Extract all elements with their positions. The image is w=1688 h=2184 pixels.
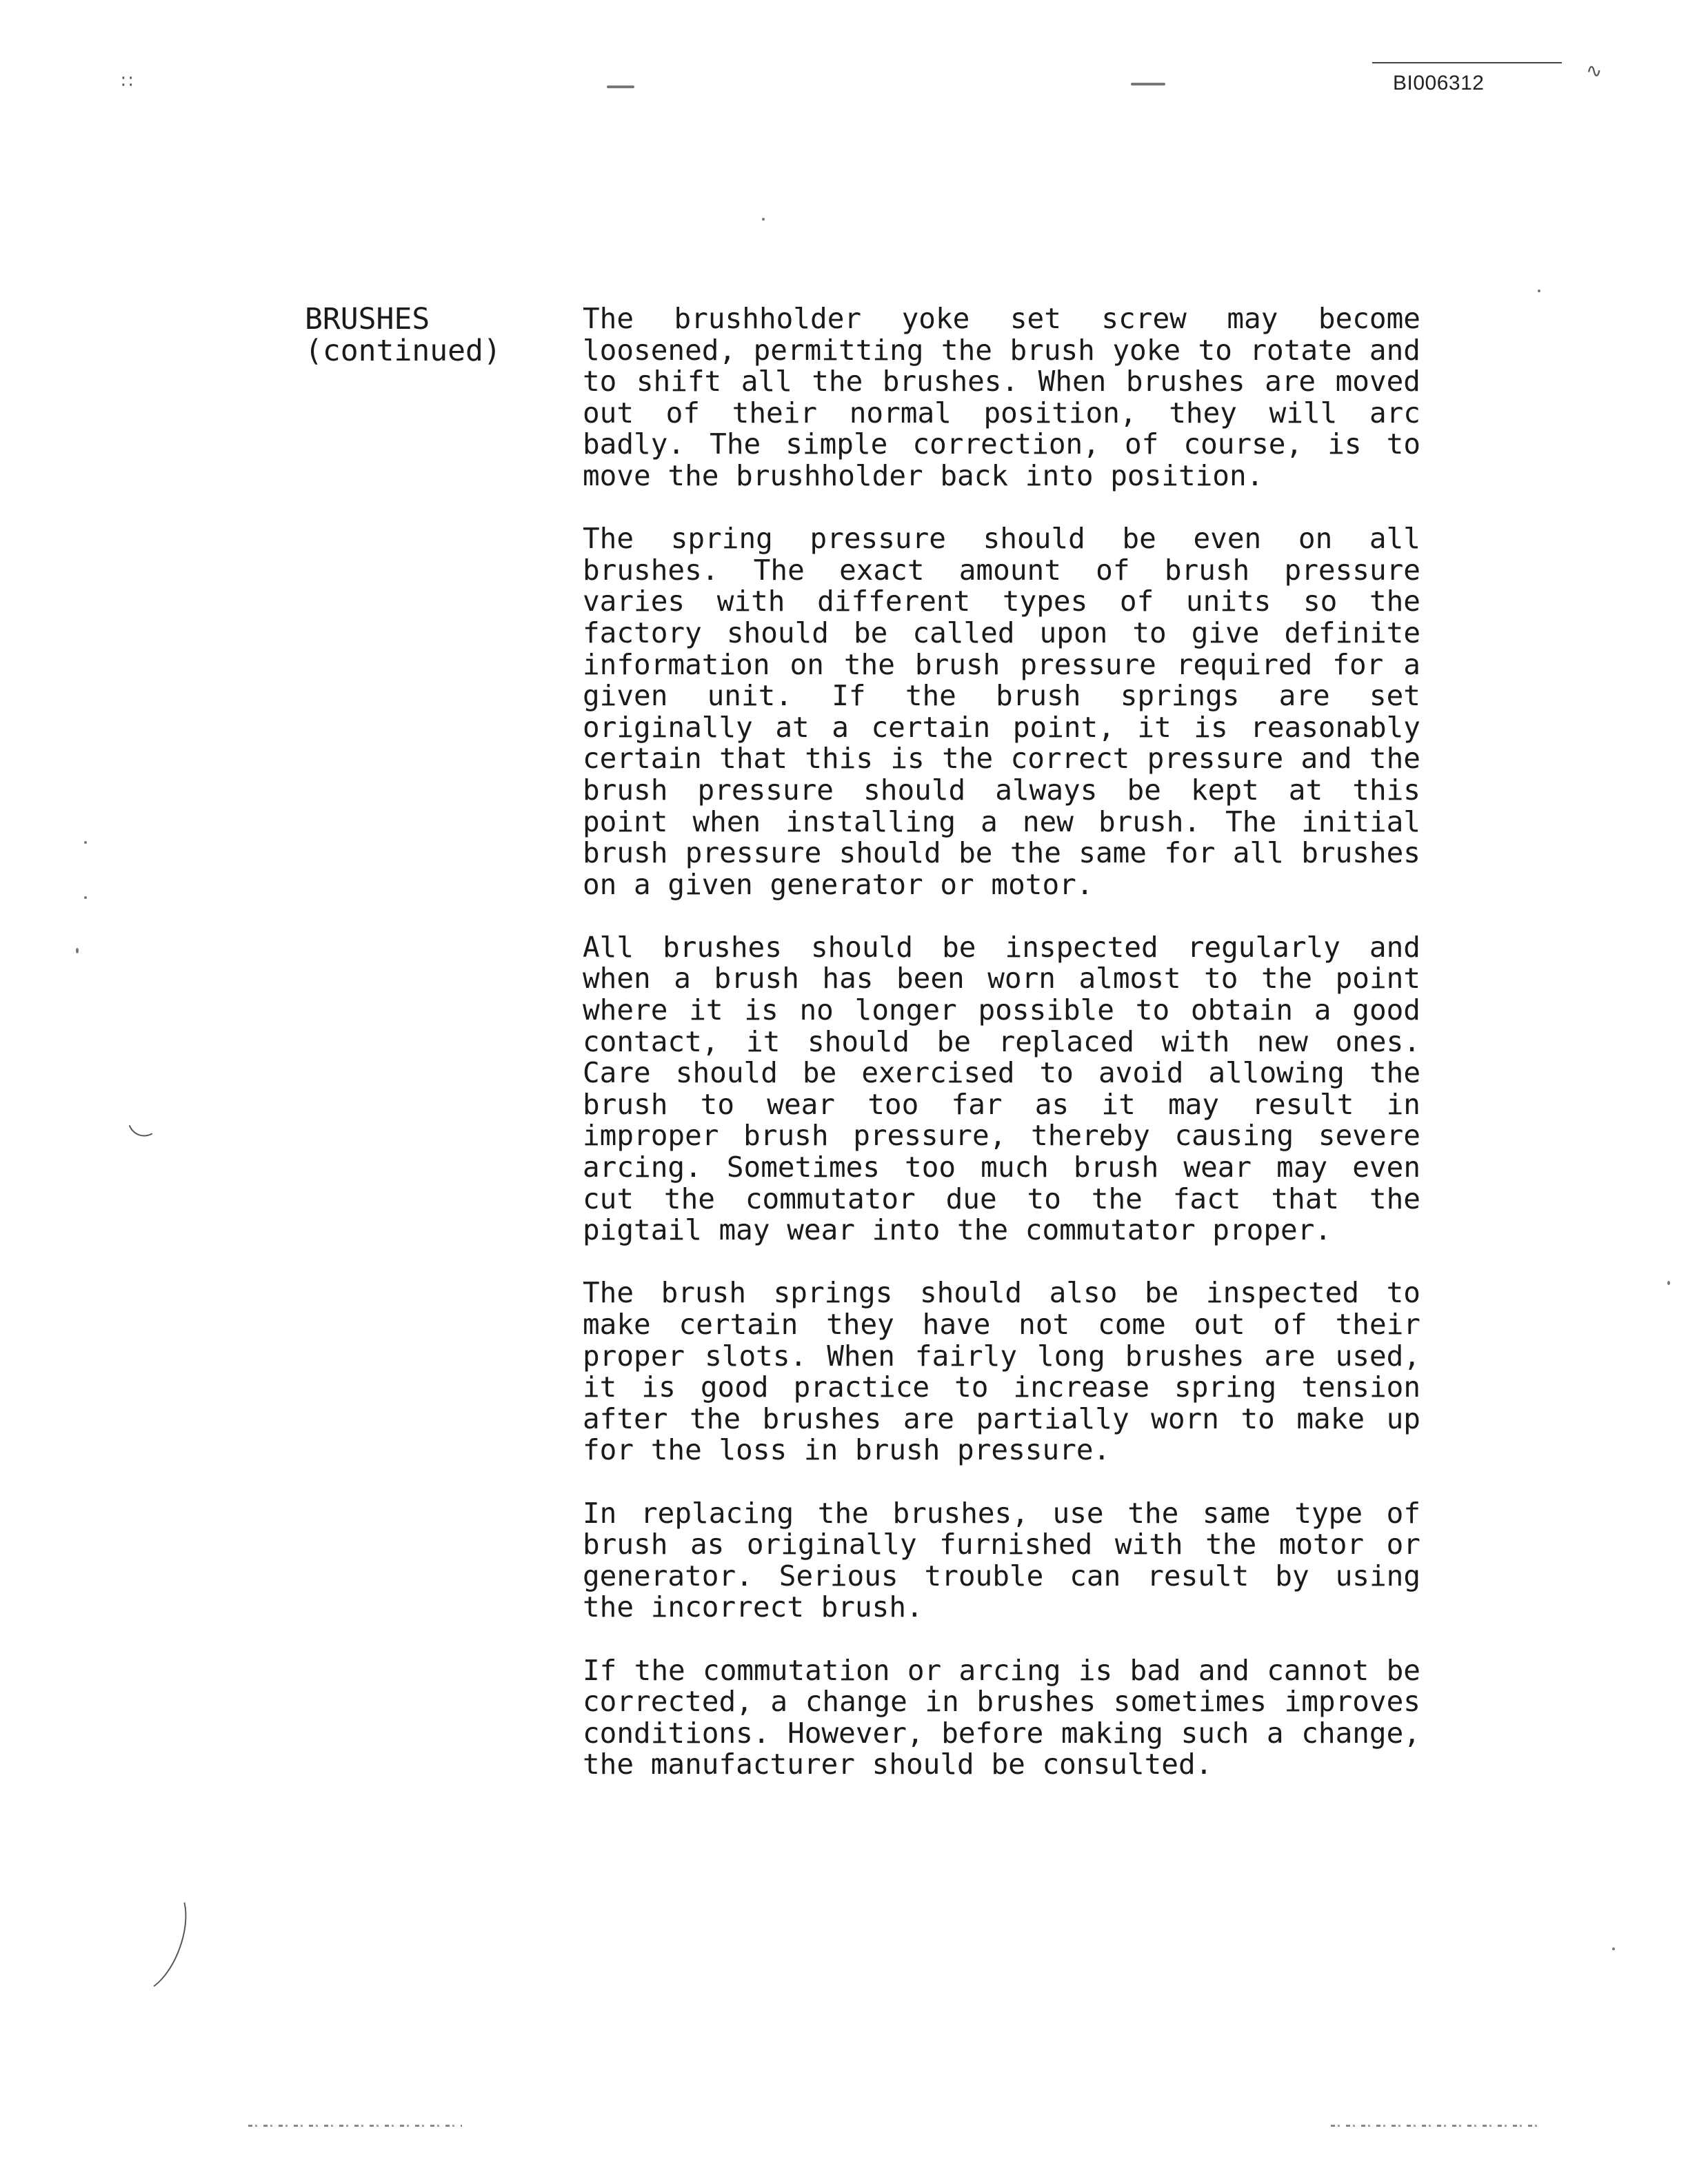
- scan-arc-mark: [121, 1088, 172, 1142]
- scan-speck: [1667, 1281, 1670, 1285]
- paragraph-brush-springs: The brush springs should also be inspected to make certain they have not come out of their proper slots. When fairly long brushes are used, it is good practice to increase spring tension after the brushes are partially worn to make up for the loss in brush pressure.: [583, 1276, 1420, 1467]
- scan-speck: [1131, 83, 1165, 85]
- scan-speck: [1538, 290, 1540, 292]
- paragraph-commutation: If the commutation or arcing is bad and cannot be corrected, a change in brushes sometimes improves conditions. However, before making such a change, the manufacturer should be consulted.: [583, 1653, 1420, 1781]
- scan-artifact-top-right: ∿: [1586, 59, 1602, 82]
- scan-speck: [607, 85, 634, 88]
- document-id: BI006312: [1393, 72, 1485, 94]
- section-heading-title: BRUSHES: [305, 302, 430, 336]
- scan-bottom-noise: [1331, 2125, 1538, 2127]
- paragraph-yoke-set-screw: The brushholder yoke set screw may become loosened, permitting the brush yoke to rotate and to shift all the brushes. When brushes are moved out of their normal position, they will arc badly. The simple correction, of course, is to move the brushholder back into position.: [583, 302, 1420, 492]
- paragraph-spring-pressure: The spring pressure should be even on all brushes. The exact amount of brush pressure varies with different types of units so the factory should be called upon to give definite information on the brush pressure required for a given unit. If the brush springs are set originally at a certain point, it is reasonably certain that this is the correct pressure and the brush pressure should always be kept at this point when installing a new brush. The initial brush pressure should be the same for all brushes on a given generator or motor.: [583, 522, 1420, 901]
- body-text: [583, 303, 1420, 1812]
- section-heading: [305, 303, 553, 367]
- header-rule: [1372, 62, 1562, 63]
- scan-speck: [76, 948, 79, 953]
- paragraph-brush-inspection: All brushes should be inspected regularly and when a brush has been worn almost to the point where it is no longer possible to obtain a good contact, it should be replaced with new ones. Care should be exercised to avoid allowing the brush to wear too far as it may result in improper brush pressure, thereby causing severe arcing. Sometimes too much brush wear may even cut the commutator due to the fact that the pigtail may wear into the commutator proper.: [583, 930, 1420, 1247]
- scan-bottom-noise: [248, 2125, 462, 2127]
- scan-arc-mark: [106, 1876, 199, 2002]
- scan-speck: [84, 841, 87, 844]
- section-heading-subtitle: (continued): [305, 334, 501, 368]
- scan-artifact-top-left: ∷: [121, 72, 136, 92]
- scan-speck: [762, 218, 765, 221]
- scan-speck: [1612, 1948, 1615, 1950]
- scan-speck: [84, 896, 87, 899]
- paragraph-replacing-brushes: In replacing the brushes, use the same type of brush as originally furnished with the motor or generator. Serious trouble can result by using the incorrect brush.: [583, 1496, 1420, 1624]
